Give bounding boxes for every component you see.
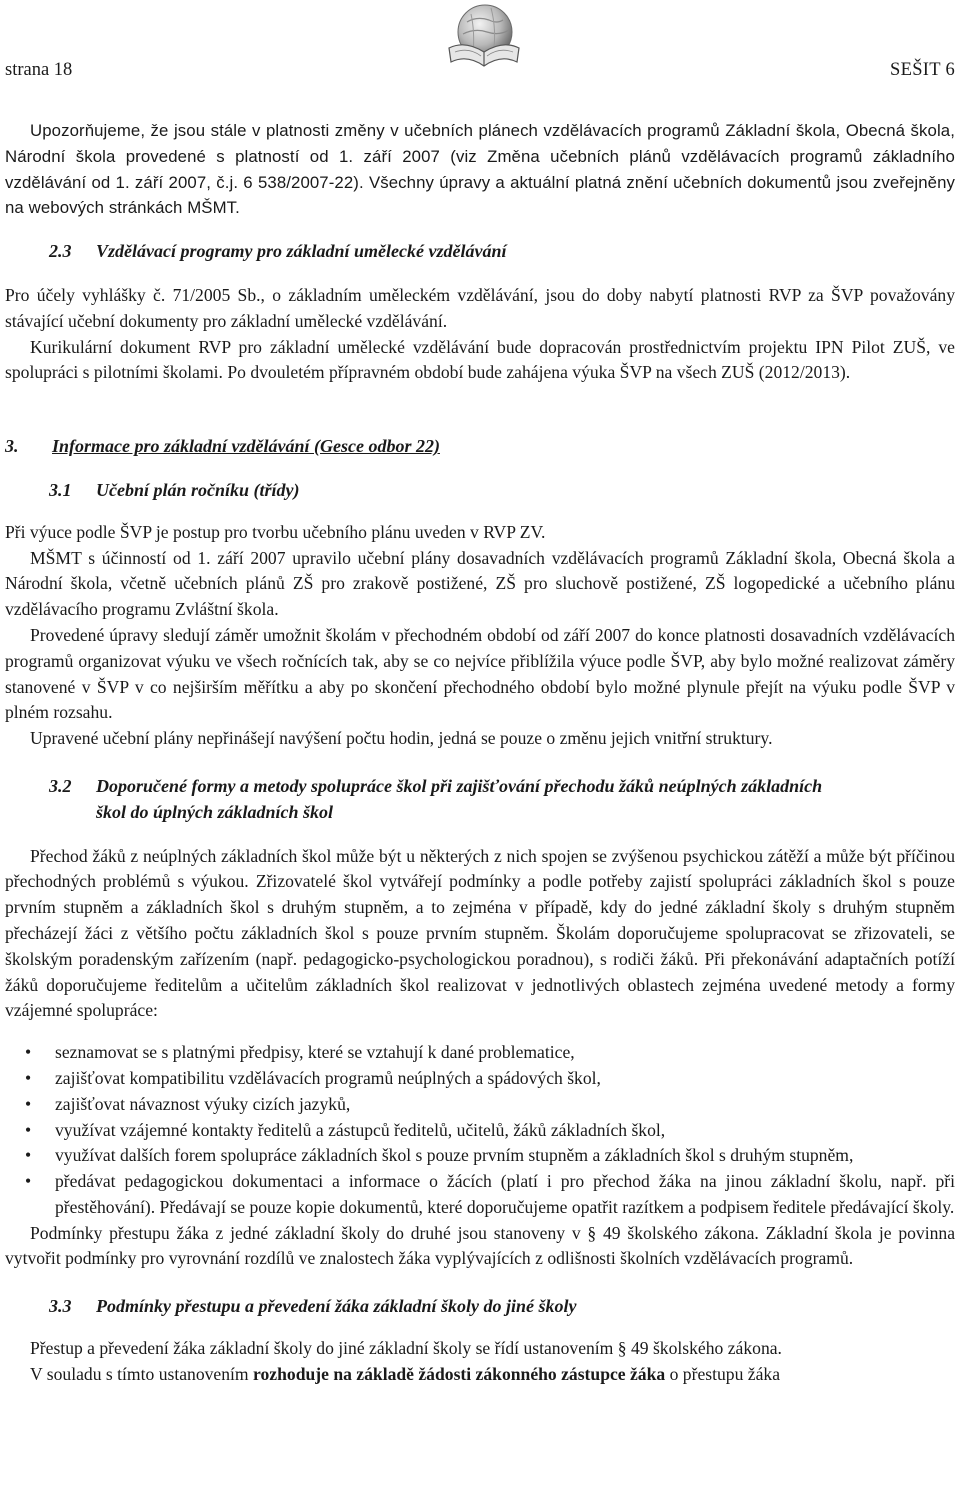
section-3-3-heading: [49, 1294, 955, 1320]
section-3-2-heading: [49, 774, 955, 826]
list-item: • zajišťovat návaznost výuky cizích jazyků,: [5, 1092, 955, 1118]
intro-paragraph: Upozorňujeme, že jsou stále v platnosti změny v učebních plánech vzdělávacích programů Základní škola, Obecná škola, Národní škola provedené s platností od 1. září 2007 (viz Změna učebních plánů vzdělávacích programů základního vzdělávání od 1. září 2007, č.j. 6 538/2007-22). Všechny úpravy a aktuální platná znění učebních dokumentů jsou zveřejněny na webových stránkách MŠMT.: [5, 121, 955, 218]
section-3-1-heading: [49, 478, 955, 504]
list-item: • využívat vzájemné kontakty ředitelů a zástupců ředitelů, učitelů, žáků základních škol,: [5, 1118, 955, 1144]
s31-paragraph-4: Upravené učební plány nepřinášejí navýšení počtu hodin, jedná se pouze o změnu jejich vnitřní struktury.: [30, 728, 773, 749]
s33-paragraph-1: Přestup a převedení žáka základní školy do jiné základní školy se řídí ustanovením § 49 školského zákona.: [30, 1338, 782, 1359]
s32-paragraph-1: Přechod žáků z neúplných základních škol může být u některých z nich spojen se zvýšenou psychickou zátěží a může být příčinou přechodných problémů s výukou. Zřizovatelé škol vytvářejí podmínky a podle potřeby zajistí spolupráci základních škol s pouze prvním stupněm a základních škol s druhým stupněm, a to zejména v případě, kdy do jedné základní školy s druhým stupněm přecházejí žáci z většího počtu základních škol s pouze prvním stupněm. Školám doporučujeme spolupracovat se zřizovateli, se školským poradenským zařízením (např. pedagogicko-psychologickou poradnou), s rodiči žáků. Při překonávání adaptačních potíží žáků doporučujeme ředitelům a učitelům základních škol realizovat v jednotlivých oblastech zejména uvedené metody a formy vzájemné spolupráce:: [5, 845, 955, 1021]
section-number: 3.1: [49, 479, 72, 500]
list-item: • zajišťovat kompatibilitu vzdělávacích programů neúplných a spádových škol,: [5, 1066, 955, 1092]
section-title-line-2: škol do úplných základních škol: [96, 801, 334, 822]
open-book-globe-icon: [445, 2, 523, 70]
section-title: Vzdělávací programy pro základní umělecké vzdělávání: [96, 241, 507, 262]
s31-paragraph-3: Provedené úpravy sledují záměr umožnit školám v přechodném období od září 2007 do konce platnosti dosavadních vzdělávacích programů organizovat výuku ve všech ročnících tak, aby se co nejvíce přiblížila výuce podle ŠVP, aby bylo možné realizovat záměry stanovené v ŠVP v co nejširším měřítku a aby po skončení přechodného období bylo možné plynule přejít na výuku podle ŠVP v plném rozsahu.: [5, 624, 955, 723]
section-title: Učební plán ročníku (třídy): [96, 479, 300, 500]
list-item: • využívat dalších forem spolupráce základních škol s pouze prvním stupněm a základních škol s druhým stupněm,: [5, 1143, 955, 1169]
section-number: 2.3: [49, 241, 72, 262]
section-title: Informace pro základní vzdělávání (Gesce odbor 22): [52, 436, 440, 457]
s23-paragraph-1: Pro účely vyhlášky č. 71/2005 Sb., o základním uměleckém vzdělávání, jsou do doby nabytí platnosti RVP za ŠVP považovány stávající učební dokumenty pro základní umělecké vzdělávání.: [5, 284, 955, 331]
page-content: [5, 118, 955, 1388]
page-number: strana 18: [5, 60, 73, 80]
section-3-heading: [5, 434, 955, 460]
issue-label: SEŠIT 6: [890, 60, 955, 80]
list-item: • seznamovat se s platnými předpisy, které se vztahují k dané problematice,: [5, 1040, 955, 1066]
list-item: • předávat pedagogickou dokumentaci a informace o žácích (platí i pro přechod žáka na jinou základní školu, např. při přestěhování). Předávají se pouze kopie dokumentů, které doporučujeme opatřit razítkem a podpisem ředitele předávající školy.: [5, 1169, 955, 1221]
section-number: 3.2: [49, 775, 72, 796]
s31-paragraph-1: Při výuce podle ŠVP je postup pro tvorbu učebního plánu uveden v RVP ZV.: [5, 521, 546, 542]
section-title: Podmínky přestupu a převedení žáka základní školy do jiné školy: [96, 1296, 577, 1317]
s33-paragraph-2: V souladu s tímto ustanovením rozhoduje na základě žádosti zákonného zástupce žáka o přestupu žáka: [30, 1363, 781, 1384]
section-number: 3.: [5, 436, 19, 457]
section-title-line-1: 3.2 Doporučené formy a metody spolupráce škol při zajišťování přechodu žáků neúplných základních: [49, 774, 955, 800]
cooperation-list: [5, 1040, 955, 1221]
section-2-3-heading: [49, 239, 955, 265]
bold-phrase: rozhoduje na základě žádosti zákonného zástupce žáka: [253, 1363, 666, 1384]
s31-paragraph-2: MŠMT s účinností od 1. září 2007 upravilo učební plány dosavadních vzdělávacích programů Základní škola, Obecná škola a Národní škola, včetně učebních plánů ZŠ pro zrakově postižené, ZŠ pro sluchově postižené, ZŠ logopedické a učebního plánu vzdělávacího programu Zvláštní škola.: [5, 547, 955, 620]
s23-paragraph-2: Kurikulární dokument RVP pro základní umělecké vzdělávání bude dopracován prostřednictvím projektu IPN Pilot ZUŠ, ve spolupráci s pilotními školami. Po dvouletém přípravném období bude zahájena výuka ŠVP na všech ZUŠ (2012/2013).: [5, 336, 955, 383]
section-number: 3.3: [49, 1296, 72, 1317]
s32-paragraph-2: Podmínky přestupu žáka z jedné základní školy do druhé jsou stanoveny v § 49 školského zákona. Základní škola je povinna vytvořit podmínky pro vyrovnání rozdílů ve znalostech žáka vyplývajících z odlišnosti školních vzdělávacích programů.: [5, 1222, 955, 1269]
